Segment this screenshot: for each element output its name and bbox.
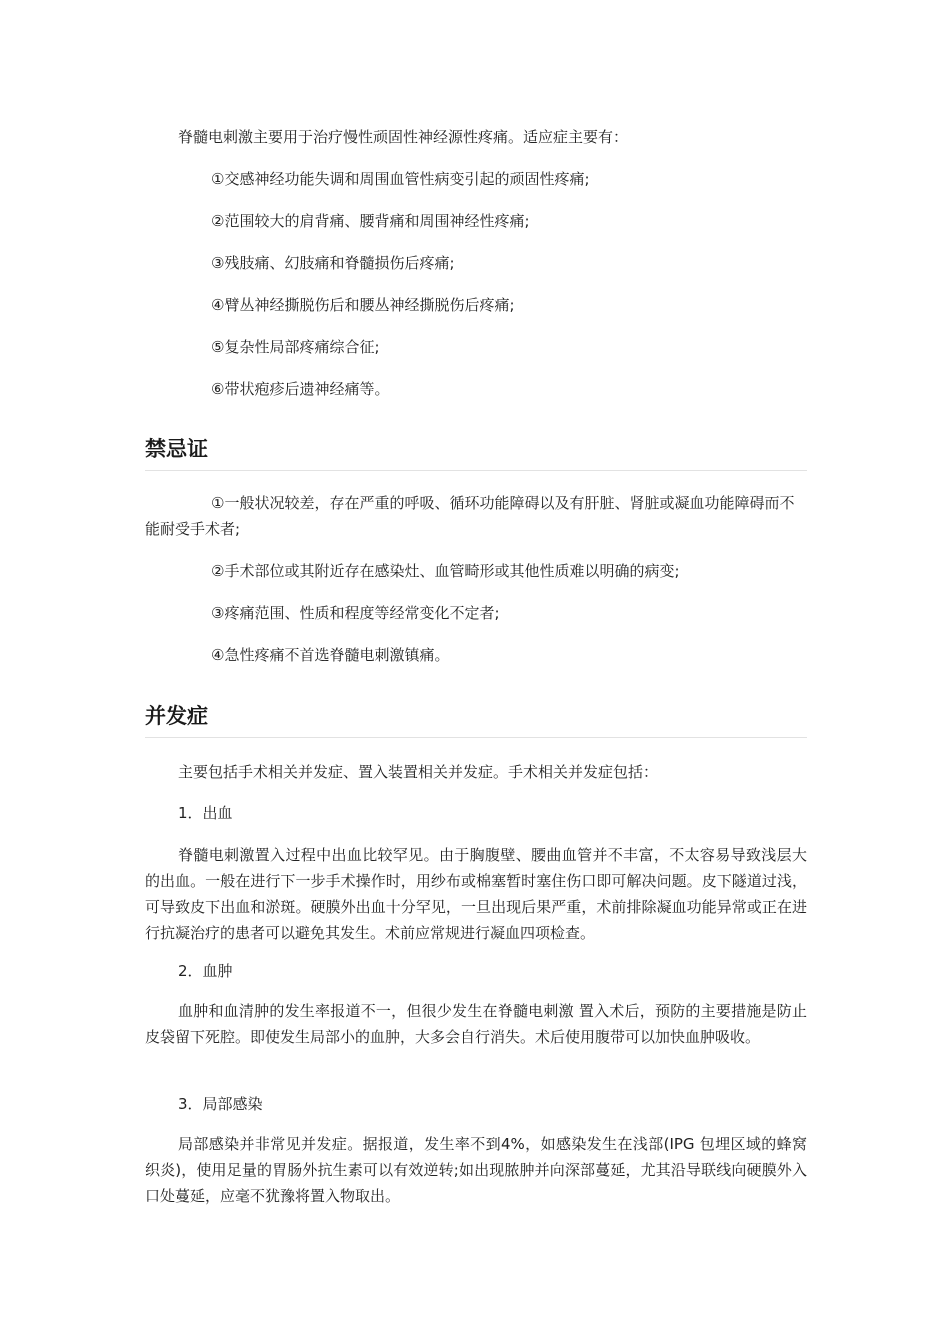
- complication-title: 3．局部感染: [178, 1095, 263, 1113]
- indication-item: ⑤复杂性局部疼痛综合征;: [211, 338, 380, 356]
- indication-item: ①交感神经功能失调和周围血管性病变引起的顽固性疼痛;: [211, 170, 590, 188]
- complication-text: 局部感染并非常见并发症。据报道，发生率不到4%，如感染发生在浅部(IPG 包埋区域的蜂窝织炎)，使用足量的胃肠外抗生素可以有效逆转;如出现脓肿并向深部蔓延，尤其沿导联线向硬膜外入口处蔓延，应毫不犹豫将置入物取出。: [145, 1135, 807, 1205]
- contraindication-item: ①一般状况较差，存在严重的呼吸、循环功能障碍以及有肝脏、肾脏或凝血功能障碍而不能耐受手术者;: [145, 494, 795, 538]
- complications-intro: 主要包括手术相关并发症、置入装置相关并发症。手术相关并发症包括：: [178, 763, 659, 781]
- contraindication-item: ②手术部位或其附近存在感染灶、血管畸形或其他性质难以明确的病变;: [211, 562, 680, 580]
- indication-item: ③残肢痛、幻肢痛和脊髓损伤后疼痛;: [211, 254, 455, 272]
- complication-title: 2．血肿: [178, 962, 233, 980]
- contraindication-item: ④急性疼痛不首选脊髓电刺激镇痛。: [211, 646, 450, 664]
- indication-item: ⑥带状疱疹后遗神经痛等。: [211, 380, 390, 398]
- contraindications-heading: 禁忌证: [145, 434, 807, 471]
- complications-heading: 并发症: [145, 701, 807, 738]
- indication-item: ②范围较大的肩背痛、腰背痛和周围神经性疼痛;: [211, 212, 530, 230]
- complication-title: 1．出血: [178, 804, 233, 822]
- complication-text: 血肿和血清肿的发生率报道不一，但很少发生在脊髓电刺激 置入术后，预防的主要措施是防止皮袋留下死腔。即使发生局部小的血肿，大多会自行消失。术后使用腹带可以加快血肿吸收。: [145, 1002, 807, 1046]
- indications-intro: 脊髓电刺激主要用于治疗慢性顽固性神经源性疼痛。适应症主要有：: [178, 128, 629, 146]
- contraindication-item: ③疼痛范围、性质和程度等经常变化不定者;: [211, 604, 500, 622]
- complication-text: 脊髓电刺激置入过程中出血比较罕见。由于胸腹壁、腰曲血管并不丰富，不太容易导致浅层大的出血。一般在进行下一步手术操作时，用纱布或棉塞暂时塞住伤口即可解决问题。皮下隧道过浅，可导致皮下出血和淤斑。硬膜外出血十分罕见，一旦出现后果严重，术前排除凝血功能异常或正在进行抗凝治疗的患者可以避免其发生。术前应常规进行凝血四项检查。: [145, 846, 807, 942]
- indication-item: ④臂丛神经撕脱伤后和腰丛神经撕脱伤后疼痛;: [211, 296, 515, 314]
